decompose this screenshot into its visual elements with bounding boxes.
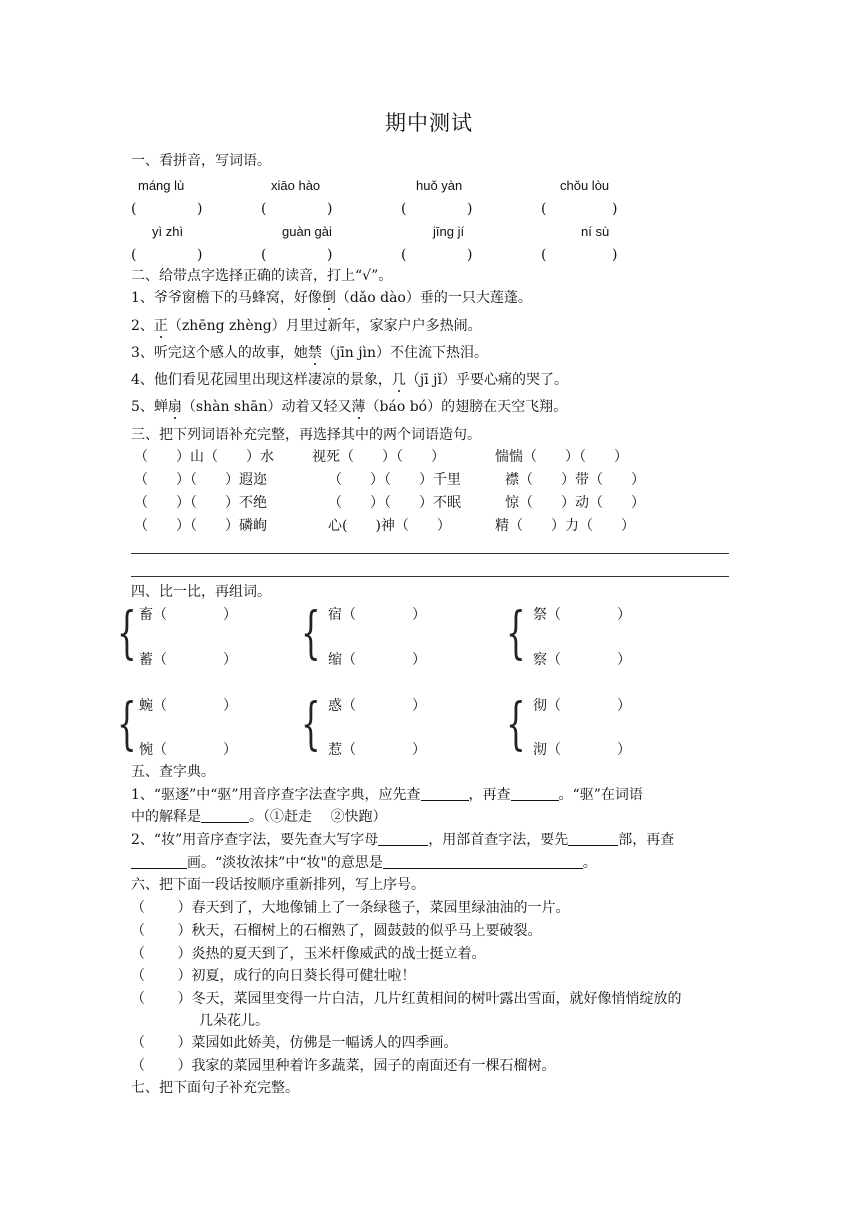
fill-blank[interactable] bbox=[201, 808, 249, 823]
question-text: 。“驱”在词语 bbox=[558, 787, 643, 803]
dotted-char: 禁 bbox=[307, 345, 322, 361]
dictionary-question-2 bbox=[131, 831, 674, 849]
answer-blank-open: ( bbox=[131, 201, 137, 217]
question-1 bbox=[131, 289, 532, 307]
section-2-heading: 二、给带点字选择正确的读音，打上“√”。 bbox=[131, 268, 393, 284]
fill-blank[interactable] bbox=[421, 786, 469, 801]
fill-blank[interactable] bbox=[383, 854, 583, 869]
fill-blank[interactable] bbox=[378, 831, 428, 846]
compare-word: 察（ ） bbox=[533, 652, 631, 668]
compare-word: 蜿（ ） bbox=[139, 698, 237, 714]
idiom-blank: （ ）（ ）磷峋 bbox=[134, 518, 267, 534]
writing-line bbox=[131, 553, 729, 554]
fill-blank[interactable] bbox=[131, 854, 187, 869]
question-2 bbox=[131, 317, 482, 335]
dotted-char: 正 bbox=[153, 318, 168, 334]
idiom-blank: （ ）（ ）不绝 bbox=[134, 495, 267, 511]
compare-word: 宿（ ） bbox=[328, 607, 426, 623]
dictionary-question-2-cont bbox=[131, 854, 597, 872]
order-item: （ ）秋天，石榴树上的石榴熟了，圆鼓鼓的似乎马上要破裂。 bbox=[131, 923, 542, 939]
order-item-cont: 几朵花儿。 bbox=[199, 1013, 269, 1029]
compare-word: 惹（ ） bbox=[328, 742, 426, 758]
question-text: （zhēng zhèng）月里过新年，家家户户多热闹。 bbox=[167, 318, 482, 334]
idiom-blank: （ ）（ ）不眠 bbox=[328, 495, 461, 511]
compare-word: 惋（ ） bbox=[139, 742, 237, 758]
answer-blank-open: ( bbox=[401, 247, 407, 263]
order-item: （ ）春天到了，大地像铺上了一条绿毯子，菜园里绿油油的一片。 bbox=[131, 900, 570, 916]
answer-blank-open: ( bbox=[261, 247, 267, 263]
idiom-blank: （ ）（ ）千里 bbox=[328, 472, 461, 488]
answer-blank-close: ) bbox=[197, 247, 203, 263]
answer-blank-close: ) bbox=[327, 247, 333, 263]
question-text: ，用部首查字法，要先 bbox=[428, 832, 569, 848]
question-text: （dǎo dào）垂的一只大莲蓬。 bbox=[335, 290, 532, 306]
pinyin: yì zhì bbox=[152, 224, 184, 239]
idiom-blank: 惊（ ）动（ ） bbox=[505, 495, 645, 511]
writing-line bbox=[131, 576, 729, 577]
answer-blank-open: ( bbox=[541, 201, 547, 217]
brace-icon: { bbox=[506, 692, 526, 757]
page-title: 期中测试 bbox=[385, 111, 473, 135]
compare-word: 彻（ ） bbox=[533, 698, 631, 714]
answer-blank-open: ( bbox=[541, 247, 547, 263]
pinyin: máng lù bbox=[138, 178, 185, 193]
question-text: 1、“驱逐”中“驱”用音序查字法查字典，应先查 bbox=[131, 787, 421, 803]
pinyin: huǒ yàn bbox=[416, 178, 463, 193]
dotted-char: 薄 bbox=[351, 399, 366, 415]
idiom-blank: （ ）（ ）遐迩 bbox=[134, 472, 267, 488]
pinyin: guàn gài bbox=[282, 224, 332, 239]
dictionary-question-1 bbox=[131, 786, 643, 804]
question-text: 1、爷爷窗檐下的马蜂窝，好像 bbox=[131, 290, 322, 306]
order-item: （ ）初夏，成行的向日葵长得可健壮啦！ bbox=[131, 968, 416, 984]
question-text: 部，再查 bbox=[618, 832, 675, 848]
idiom-blank: 视死（ ）（ ） bbox=[312, 449, 445, 465]
answer-blank-open: ( bbox=[401, 201, 407, 217]
answer-blank-close: ) bbox=[467, 247, 473, 263]
compare-word: 畜（ ） bbox=[139, 607, 237, 623]
section-1-heading: 一、看拼音，写词语。 bbox=[131, 153, 271, 169]
idiom-blank: 精（ ）力（ ） bbox=[495, 518, 635, 534]
question-text: 5、蝉 bbox=[131, 399, 168, 415]
dotted-char: 倒 bbox=[321, 290, 336, 306]
dictionary-question-1-cont bbox=[131, 808, 386, 826]
compare-word: 蓄（ ） bbox=[139, 652, 237, 668]
fill-blank[interactable] bbox=[568, 831, 618, 846]
pinyin: jīng jí bbox=[433, 224, 465, 239]
brace-icon: { bbox=[117, 692, 137, 757]
pinyin: chǒu lòu bbox=[560, 178, 610, 193]
dotted-char: 扇 bbox=[167, 399, 182, 415]
compare-word: 惑（ ） bbox=[328, 698, 426, 714]
idiom-blank: 惴惴（ ）（ ） bbox=[495, 449, 628, 465]
section-3-heading: 三、把下列词语补充完整，再选择其中的两个词语造句。 bbox=[131, 427, 481, 443]
brace-icon: { bbox=[301, 692, 321, 757]
answer-blank-open: ( bbox=[261, 201, 267, 217]
question-text: 。（①赶走 ②快跑） bbox=[249, 809, 387, 825]
answer-blank-close: ) bbox=[467, 201, 473, 217]
question-text: 2、 bbox=[131, 318, 154, 334]
section-6-heading: 六、把下面一段话按顺序重新排列，写上序号。 bbox=[131, 877, 425, 893]
dotted-char: 几 bbox=[391, 372, 406, 388]
compare-word: 祭（ ） bbox=[533, 607, 631, 623]
question-text: 4、他们看见花园里出现这样凄凉的景象， bbox=[131, 372, 392, 388]
idiom-blank: （ ）山（ ）水 bbox=[134, 449, 274, 465]
answer-blank-close: ) bbox=[612, 247, 618, 263]
question-5 bbox=[131, 398, 567, 416]
compare-word: 沏（ ） bbox=[533, 742, 631, 758]
answer-blank-close: ) bbox=[327, 201, 333, 217]
fill-blank[interactable] bbox=[511, 786, 559, 801]
question-text: ，再查 bbox=[468, 787, 511, 803]
pinyin: ní sù bbox=[581, 224, 610, 239]
order-item: （ ）菜园如此娇美，仿佛是一幅诱人的四季画。 bbox=[131, 1035, 458, 1051]
question-text: （jīn jìn）不住流下热泪。 bbox=[321, 345, 489, 361]
idiom-blank: 襟（ ）带（ ） bbox=[505, 472, 645, 488]
question-text: 2、“妆”用音序查字法，要先查大写字母 bbox=[131, 832, 379, 848]
order-item: （ ）我家的菜园里种着许多蔬菜，园子的南面还有一棵石榴树。 bbox=[131, 1058, 556, 1074]
idiom-blank: 心( )神（ ） bbox=[328, 518, 451, 534]
section-7-heading: 七、把下面句子补充完整。 bbox=[131, 1080, 299, 1096]
question-text: 。 bbox=[582, 855, 597, 871]
brace-icon: { bbox=[506, 601, 526, 666]
question-text: （báo bó）的翅膀在天空飞翔。 bbox=[365, 399, 568, 415]
order-item: （ ）炎热的夏天到了，玉米杆像威武的战士挺立着。 bbox=[131, 946, 486, 962]
brace-icon: { bbox=[117, 601, 137, 666]
brace-icon: { bbox=[301, 601, 321, 666]
order-item: （ ）冬天，菜园里变得一片白洁，几片红黄相间的树叶露出雪面，就好像悄悄绽放的 bbox=[131, 991, 682, 1007]
compare-word: 缩（ ） bbox=[328, 652, 426, 668]
pinyin: xiāo hào bbox=[271, 178, 321, 193]
question-text: （shàn shān）动着又轻又 bbox=[181, 399, 352, 415]
question-text: 画。“淡妆浓抹”中“妆"的意思是 bbox=[187, 855, 383, 871]
section-4-heading: 四、比一比，再组词。 bbox=[131, 584, 271, 600]
section-5-heading: 五、查字典。 bbox=[131, 764, 215, 780]
question-3 bbox=[131, 344, 488, 362]
question-text: （jī jǐ）乎要心痛的哭了。 bbox=[405, 372, 568, 388]
question-4 bbox=[131, 371, 568, 389]
answer-blank-close: ) bbox=[197, 201, 203, 217]
answer-blank-close: ) bbox=[612, 201, 618, 217]
answer-blank-open: ( bbox=[131, 247, 137, 263]
question-text: 3、听完这个感人的故事，她 bbox=[131, 345, 308, 361]
question-text: 中的解释是 bbox=[131, 809, 201, 825]
